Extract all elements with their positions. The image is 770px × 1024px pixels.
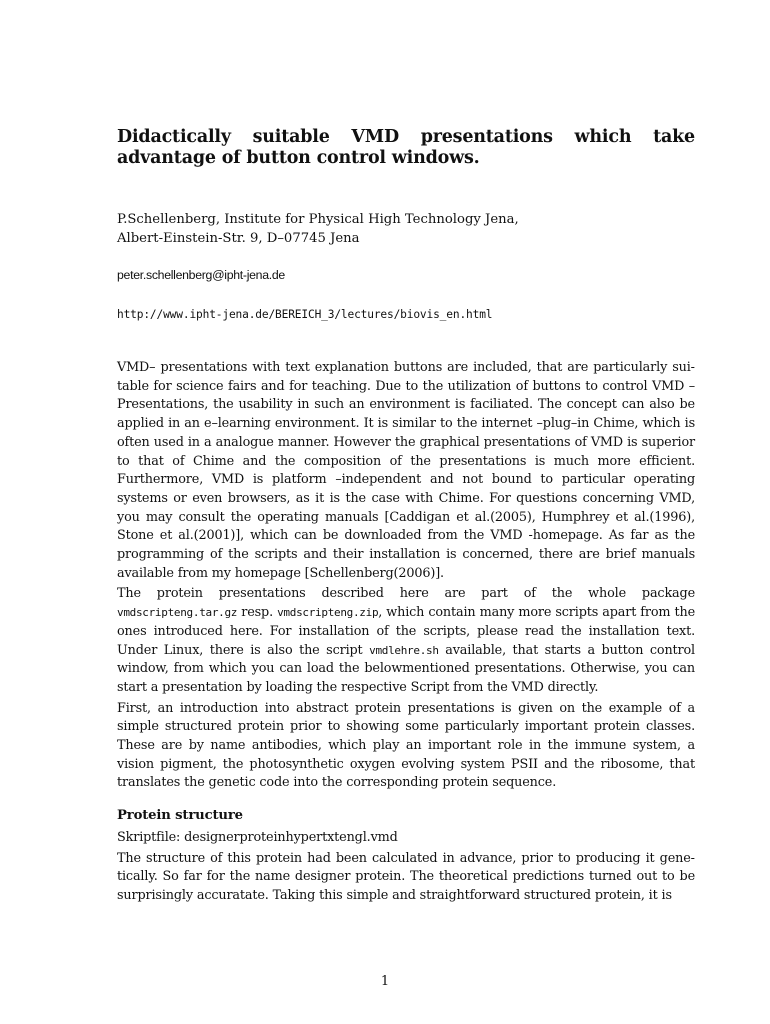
scriptfile-line: Skriptfile: designerproteinhypertxtengl.vmd: [117, 829, 398, 845]
paragraph-package-text-1: The protein presentations described here are part of the whole package: [117, 586, 695, 602]
paragraph-package-text-2: resp.: [237, 605, 278, 621]
section-heading: Protein structure: [117, 808, 243, 824]
homepage-url: http://www.ipht-jena.de/BEREICH_3/lectures/biovis_en.html: [117, 308, 493, 321]
author-line-2: Albert-Einstein-Str. 9, D–07745 Jena: [117, 231, 360, 246]
author-line-1: P.Schellenberg, Institute for Physical High Technology Jena,: [117, 212, 519, 227]
author-affiliation: [117, 210, 519, 248]
package-zip-filename: vmdscripteng.zip: [277, 606, 379, 620]
paragraph-package-text-3: , which contain many more scripts apart from the ones introduced here. For installation of the scripts, please read the installation text. Under Linux, there is also the script: [117, 605, 696, 658]
paper-body: [117, 359, 695, 908]
paragraph-overview: First, an introduction into abstract protein presentations is given on the example of a simple structured protein prior to showing some particularly important protein classes. These are by name antibodies, which play an important role in the immune system, a vision pigment, the photosynthetic oxygen evolving system PSII and the ribosome, that translates the genetic code into the corresponding protein sequence.: [117, 700, 695, 791]
paragraph-intro: VMD– presentations with text explanation buttons are included, that are particularly suitable for science fairs and for teaching. Due to the utilization of buttons to control VMD – Presentations, the usability in such an environment is faciliated. The concept can also be applied in an e–learning environment. It is similar to the internet –plug–in Chime, which is often used in a analogue manner. However the graphical presentations of VMD is superior to that of Chime and the composition of the presentations is much more efficient. Furthermore, VMD is platform –independent and not bound to particular operating systems or even browsers, as it is the case with Chime. For questions concerning VMD, you may consult the operating manuals [Caddigan et al.(2005), Humphrey et al.(1996), Stone et al.(2001)], which can be downloaded from the VMD -homepage. As far as the programming of the scripts and their installation is concerned, there are brief manuals available from my homepage [Schellenberg(2006)].: [117, 360, 695, 581]
paper-title: Didactically suitable VMD presentations which take advantage of button control windows.: [117, 127, 695, 168]
paragraph-protein-structure: The structure of this protein had been calculated in advance, prior to producing it genetically. So far for the name designer protein. The theoretical predictions turned out to be surprisingly accuratate. Taking this simple and straightforward structured protein, it is: [117, 850, 695, 903]
page-number: 1: [380, 974, 390, 989]
author-email: peter.schellenberg@ipht-jena.de: [117, 268, 285, 282]
paragraph-package-text-4: available, that starts a button control window, from which you can load the belowmentioned presentations. Otherwise, you can start a presentation by loading the respective Script from the VMD directly.: [117, 642, 695, 695]
paragraph-package: [117, 585, 695, 697]
script-filename: vmdlehre.sh: [369, 643, 439, 657]
package-tar-filename: vmdscripteng.tar.gz: [117, 606, 238, 620]
